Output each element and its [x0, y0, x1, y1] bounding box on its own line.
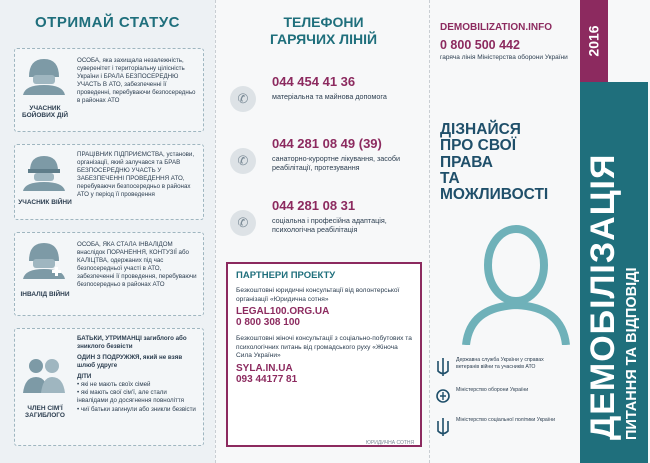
status-card-war-participant [14, 144, 204, 220]
logo-text: Державна служба України у справах ветеранів війни та учасників АТО [456, 357, 544, 370]
phone-icon: ✆ [230, 210, 256, 236]
family-line: • які не мають своїх сімей [77, 381, 151, 389]
learn-line: ПРАВА [440, 153, 493, 171]
hotlines-column [215, 0, 430, 463]
worker-helmet-icon [21, 151, 67, 191]
partner-link[interactable]: LEGAL100.ORG.UA [236, 306, 330, 318]
status-card-combatant [14, 48, 204, 132]
logo-row [436, 355, 576, 385]
family-line: БАТЬКИ, УТРИМАНЦІ загиблого або зниклого безвісти [77, 335, 187, 351]
status-column [0, 0, 215, 463]
status-card-family-member [14, 328, 204, 446]
logo-text: Міністерство соціальної політики України [456, 417, 556, 423]
phone-row [230, 74, 420, 120]
partner-phone[interactable]: 093 44177 81 [236, 373, 298, 385]
learn-line: ТА [440, 169, 460, 187]
status-title: ОТРИМАЙ СТАТУС [35, 14, 180, 31]
family-line: ОДИН З ПОДРУЖЖЯ, який не взяв шлюб удруге [77, 354, 183, 370]
family-line: ДІТИ [77, 373, 92, 381]
status-description: ПРАЦІВНИК ПІДПРИЄМСТВА, установи, організації, який залучався та БРАВ БЕЗПОСЕРЕДНЮ УЧАСТЬ У ЗАБЕЗПЕЧЕННІ ПРОВЕДЕННЯ АТО, перебуваючи безпосередньо в районах АТО у період її проведення [77, 151, 195, 199]
partner-description: Безкоштовні жіночі консультації з соціально-побутових та психологічних питань від громадського руху «Жіноча Сила України» [236, 335, 412, 360]
phone-number[interactable]: 044 281 08 31 [272, 198, 356, 213]
partner-phone[interactable]: 0 800 308 100 [236, 317, 300, 329]
phone-description: соціальна і професійна адаптація, психологічна реабілітація [272, 216, 387, 235]
phone-row [230, 198, 420, 244]
partner-description: Безкоштовні юридичні консультації від волонтерської організації «Юридична сотня» [236, 287, 400, 303]
partner-link[interactable]: SYLA.IN.UA [236, 362, 293, 374]
learn-line: ДІЗНАЙСЯ [440, 121, 521, 138]
site-link[interactable]: DEMOBILIZATION.INFO [440, 22, 553, 33]
family-line: • чиї батьки загинули або зникли безвісти [77, 405, 196, 413]
hotline-number[interactable]: 0 800 500 442 [440, 38, 520, 52]
learn-line: МОЖЛИВОСТІ [440, 186, 549, 204]
learn-line: ПРО СВОЇ [440, 137, 516, 155]
status-description: ОСОБА, яка захищала незалежність, суверенітет і територіальну цілісність України і БРАЛА БЕЗПОСЕРЕДНЮ УЧАСТЬ В АТО, забезпеченні її проведенні, перебуваючи безпосередньо в районах АТО [77, 57, 196, 105]
status-description [77, 335, 199, 414]
soldier-helmet-icon [21, 55, 67, 95]
year-label: 2016 [586, 25, 602, 57]
cover-column [430, 0, 650, 463]
logo-text: Міністерство оборони України [456, 387, 529, 393]
hotlines-title: ТЕЛЕФОНИ ГАРЯЧИХ ЛІНІЙ [269, 14, 378, 47]
phone-row [230, 136, 420, 182]
trident-icon [436, 357, 450, 377]
trident-icon [436, 417, 450, 437]
status-card-war-invalid [14, 232, 204, 316]
status-label: УЧАСНИК ВІЙНИ [18, 199, 72, 206]
partners-title: ПАРТНЕРИ ПРОЕКТУ [236, 270, 336, 281]
phone-icon: ✆ [230, 148, 256, 174]
logo-row [436, 415, 576, 445]
defense-emblem-icon [436, 387, 450, 407]
year-band [580, 0, 608, 82]
phone-icon: ✆ [230, 86, 256, 112]
phone-description: санаторно-курортне лікування, засоби реабілітації, протезування [272, 154, 401, 173]
family-line: • які мають свої сім'ї, але стали інвалідами до досягнення повноліття [77, 389, 185, 405]
phone-number[interactable]: 044 454 41 36 [272, 74, 356, 89]
main-subtitle: ПИТАННЯ ТА ВІДПОВІДІ [624, 267, 640, 440]
logo-row [436, 385, 576, 415]
partners-box [226, 262, 422, 447]
footer-logo-text: ЮРИДИЧНА СОТНЯ [365, 440, 415, 446]
person-avatar-icon [456, 215, 576, 345]
partner-logos [436, 355, 576, 445]
status-label: ЧЛЕН СІМ'Ї ЗАГИБЛОГО [25, 405, 65, 420]
hotline-description: гаряча лінія Міністерства оборони України [440, 54, 568, 61]
main-title: ДЕМОБІЛІЗАЦІЯ [584, 153, 622, 440]
family-icon [21, 355, 67, 395]
phone-number[interactable]: 044 281 08 49 (39) [272, 136, 382, 151]
status-description: ОСОБА, ЯКА СТАЛА ІНВАЛІДОМ внаслідок ПОРАНЕННЯ, КОНТУЗІЇ або КАЛІЦТВА, одержаних під час безпосередньої участі в АТО, забезпеченні її проведення, перебуваючи безпосередньо в районах АТО [77, 241, 197, 289]
injured-soldier-icon [21, 239, 67, 279]
status-label: ІНВАЛІД ВІЙНИ [20, 291, 70, 298]
learn-headline [440, 122, 570, 203]
phone-description: матеріальна та майнова допомога [272, 92, 387, 101]
status-label: УЧАСНИК БОЙОВИХ ДІЙ [21, 105, 69, 120]
